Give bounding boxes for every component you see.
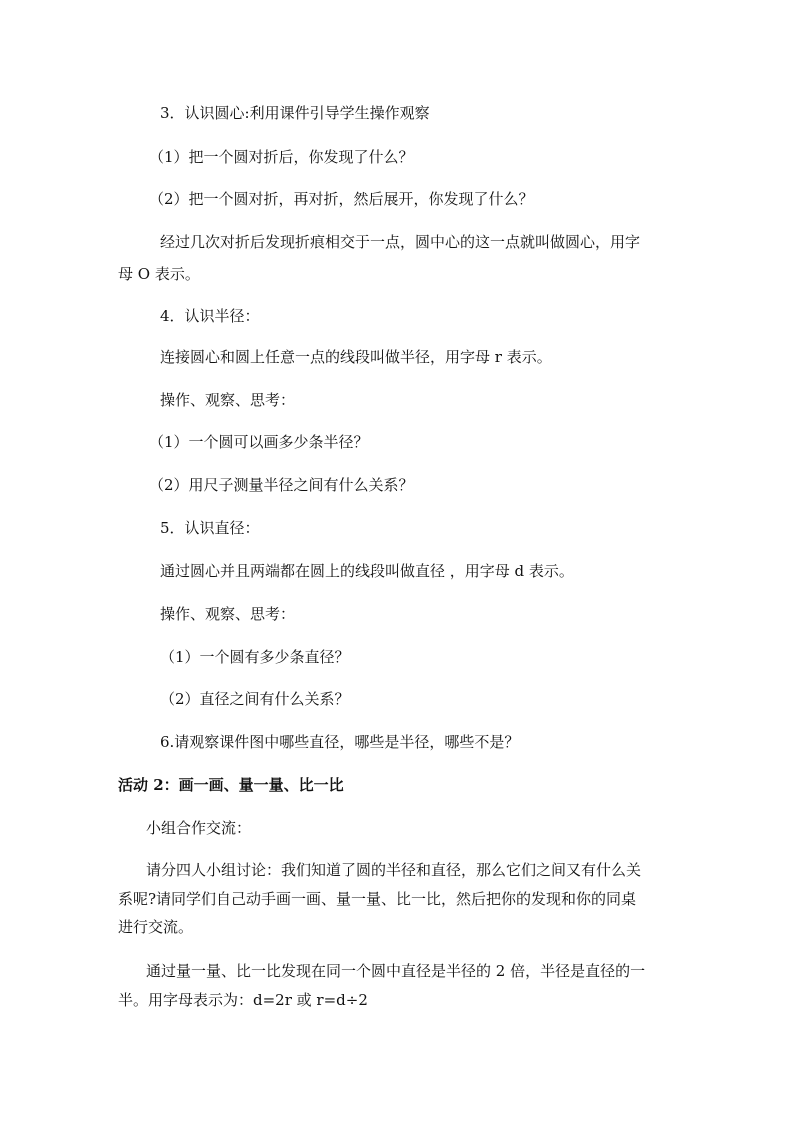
paragraph-center-definition: 经过几次对折后发现折痕相交于一点，圆中心的这一点就叫做圆心，用字 <box>160 233 641 251</box>
paragraph-discussion-cont-2: 进行交流。 <box>118 918 194 936</box>
heading-recognize-center: 3．认识圆心:利用课件引导学生操作观察 <box>160 104 430 122</box>
question-fold-once: （1）把一个圆对折后，你发现了什么？ <box>149 148 414 166</box>
question-radius-count: （1）一个圆可以画多少条半径？ <box>149 433 369 451</box>
question-identify-in-figure: 6.请观察课件图中哪些直径，哪些是半径，哪些不是？ <box>160 733 520 751</box>
paragraph-radius-definition: 连接圆心和圆上任意一点的线段叫做半径，用字母 r 表示。 <box>160 348 552 366</box>
question-radius-relation: （2）用尺子测量半径之间有什么关系？ <box>149 476 414 494</box>
paragraph-discussion: 请分四人小组讨论：我们知道了圆的半径和直径，那么它们之间又有什么关 <box>146 861 642 879</box>
heading-activity-2: 活动 2：画一画、量一量、比一比 <box>118 776 344 794</box>
label-operate-observe-think: 操作、观察、思考： <box>160 391 296 409</box>
paragraph-center-definition-cont: 母 O 表示。 <box>118 265 200 283</box>
label-group-discussion: 小组合作交流： <box>146 819 252 837</box>
question-fold-twice: （2）把一个圆对折，再对折，然后展开，你发现了什么？ <box>149 190 534 208</box>
paragraph-conclusion: 通过量一量、比一比发现在同一个圆中直径是半径的 2 倍，半径是直径的一 <box>146 962 646 980</box>
heading-recognize-diameter: 5．认识直径： <box>160 519 260 537</box>
paragraph-conclusion-formula: 半。用字母表示为：d=2r 或 r=d÷2 <box>118 991 368 1009</box>
question-diameter-relation: （2）直径之间有什么关系？ <box>160 690 350 708</box>
paragraph-discussion-cont-1: 系呢?请同学们自己动手画一画、量一量、比一比，然后把你的发现和你的同桌 <box>118 890 637 908</box>
heading-recognize-radius: 4．认识半径： <box>160 307 260 325</box>
label-operate-observe-think-2: 操作、观察、思考： <box>160 605 296 623</box>
paragraph-diameter-definition: 通过圆心并且两端都在圆上的线段叫做直径 ，用字母 d 表示。 <box>160 562 574 580</box>
question-diameter-count: （1）一个圆有多少条直径？ <box>160 648 350 666</box>
